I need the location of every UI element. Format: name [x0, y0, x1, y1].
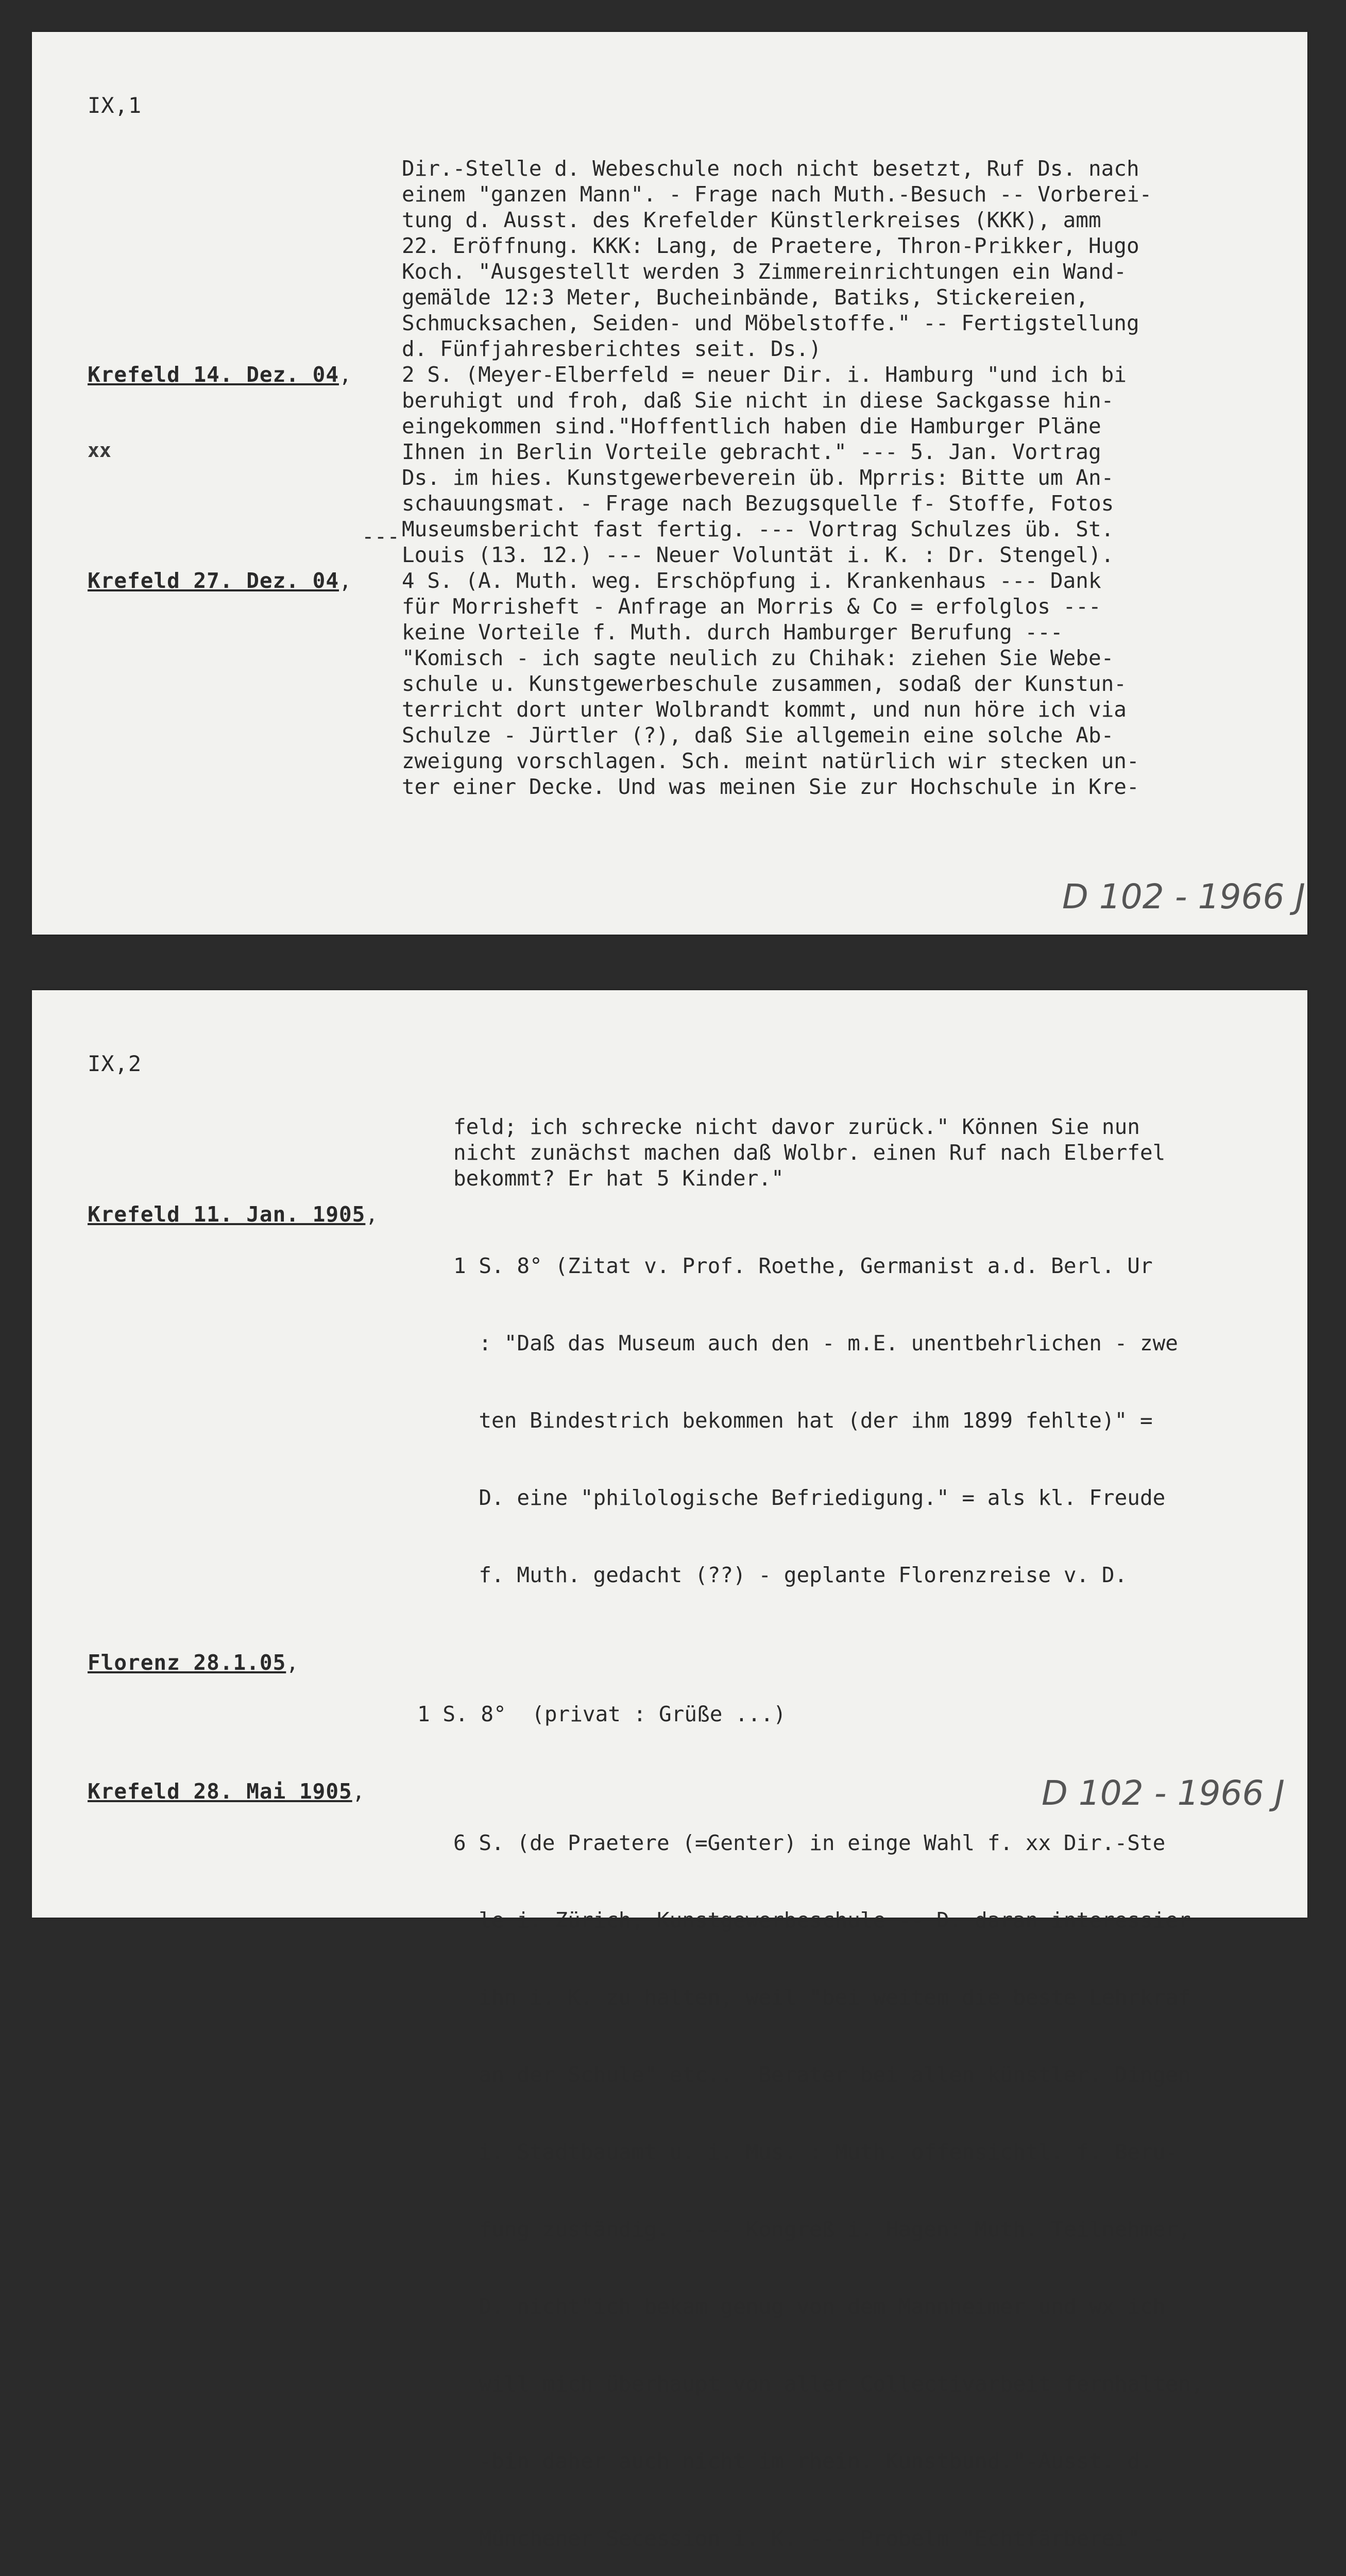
- letter-entry: Krefeld 28. Mai 1905, 6 S. (de Praetere (=Genter) in einge Wahl f. xx Dir.-Ste le i. Zürich, Kunstgewerbeschule -- D. daran interessier ihn i. K. zu halten, weil "bei weitem die beste Lehrkraf an der Schule" etc.. Berater bei allen künstler. Dingen i. Stadtbauamt u. i. Mus. : Muth. offensichtl. f. Beru- fung zuständig. ---- Kongreß i. Hagen: Muth. Teilnehmer, D. nicht"ich bekam genug von dem Mannheimer und wx ich will mich überhaupt von aller Collectivarbeit fernhalten, -bin daher auch nicht im rhein. Kunstbund."-Ausst. d. Münchener Secession i. K. --- Probelm "Echtfärberei" -: [88, 1778, 1297, 2576]
- entry-date: Krefeld 11. Jan. 1905: [88, 1202, 366, 1227]
- text-line: ten Bindestrich bekommen hat (der ihm 1899 fehlte)" =: [453, 1408, 1153, 1433]
- text-line: 6 S. (de Praetere (=Genter) in einge Wahl f. xx Dir.-Ste: [453, 1831, 1166, 1855]
- text-line: -bin daher auch nicht im rhein. Kunstbund."-Ausst. d.: [453, 2449, 1153, 2473]
- text-line: Schmucksachen, Seiden- und Möbelstoffe." -- Fertigstellung: [402, 311, 1139, 335]
- card-2-text: [88, 1114, 1297, 2576]
- text-line: einem "ganzen Mann". - Frage nach Muth.-Besuch -- Vorberei-: [402, 182, 1152, 207]
- archive-signature: D 102 - 1966 J: [1062, 877, 1305, 917]
- text-line: Ihnen in Berlin Vorteile gebracht." --- 5. Jan. Vortrag: [402, 439, 1101, 464]
- text-line: "Komisch - ich sagte neulich zu Chihak: ziehen Sie Webe-: [402, 646, 1114, 670]
- text-line: nicht zunächst machen daß Wolbr. einen Ruf nach Elberfel: [453, 1140, 1166, 1165]
- index-card-1: [32, 32, 1307, 935]
- letter-entry: Krefeld 11. Jan. 1905, 1 S. 8° (Zitat v. Prof. Roethe, Germanist a.d. Berl. Ur : "Daß das Museum auch den - m.E. unentbehrlichen - zwe ten Bindestrich bekommen hat (der ihm 1899 fehlte)" = D. eine "philologische Befriedigung." = als kl. Freude f. Muth. gedacht (??) - geplante Florenzreise v. D.: [88, 1201, 1297, 1639]
- text-line: schauungsmat. - Frage nach Bezugsquelle f- Stoffe, Fotos: [402, 491, 1114, 516]
- text-line: Dir.-Stelle d. Webeschule noch nicht besetzt, Ruf Ds. nach: [402, 156, 1139, 181]
- text-line: tung d. Ausst. des Krefelder Künstlerkreises (KKK), amm: [402, 208, 1101, 232]
- margin-dashes: ---: [362, 524, 400, 549]
- entry-date: Krefeld 14. Dez. 04: [88, 362, 339, 387]
- text-line: will mich überhaupt von aller Collectivarbeit fernhalten,: [453, 2371, 1204, 2396]
- text-line: Münchener Secession i. K. --- Probelm "Echtfärberei" -: [453, 2526, 1166, 2551]
- text-line: Louis (13. 12.) --- Neuer Voluntät i. K. : Dr. Stengel).: [402, 543, 1114, 567]
- text-line: zweigung vorschlagen. Sch. meint natürlich wir stecken un-: [402, 749, 1139, 773]
- text-line: Schulze - Jürtler (?), daß Sie allgemein eine solche Ab-: [402, 723, 1114, 748]
- text-line: bekommt? Er hat 5 Kinder.": [453, 1166, 784, 1191]
- text-line: D. nicht"ich bekam genug von dem Mannheimer und wx ich: [453, 2294, 1166, 2319]
- preamble: [88, 156, 1297, 336]
- text-line: 4 S. (A. Muth. weg. Erschöpfung i. Krankenhaus --- Dank: [402, 568, 1101, 593]
- archive-signature: D 102 - 1966 J: [1042, 1773, 1285, 1813]
- text-line: eingekommen sind."Hoffentlich haben die Hamburger Pläne: [402, 414, 1101, 438]
- text-line: Koch. "Ausgestellt werden 3 Zimmereinrichtungen ein Wand-: [402, 259, 1127, 284]
- text-line: 22. Eröffnung. KKK: Lang, de Praetere, Thron-Prikker, Hugo: [402, 233, 1139, 258]
- text-line: an der Schule" etc.. Berater bei allen künstler. Dingen: [453, 2062, 1191, 2087]
- text-line: feld; ich schrecke nicht davor zurück." Können Sie nun: [453, 1114, 1140, 1139]
- text-line: ihn i. K. zu halten, weil "bei weitem die beste Lehrkraf: [453, 1985, 1191, 2010]
- text-line: schule u. Kunstgewerbeschule zusammen, sodaß der Kunstun-: [402, 671, 1127, 696]
- text-line: D. eine "philologische Befriedigung." = als kl. Freude: [453, 1485, 1166, 1510]
- letter-entry: Krefeld 27. Dez. 04, 4 S. (A. Muth. weg. Erschöpfung i. Krankenhaus --- Dank für Morrisheft - Anfrage an Morris & Co = erfolglos --- keine Vorteile f. Muth. durch Hamburger Berufung --- "Komisch - ich sagte neulich zu Chihak: ziehen Sie Webe- schule u. Kunstgewerbeschule zusammen, sodaß der Kunstun- terricht dort unter Wolbrandt kommt, und nun höre ich via Schulze - Jürtler (?), daß Sie allgemein eine solche Ab- zweigung vorschlagen. Sch. meint natürlich wir stecken un- ter einer Decke. Und was meinen Sie zur Hochschule in Kre-: [88, 568, 1297, 800]
- text-line: 2 S. (Meyer-Elberfeld = neuer Dir. i. Hamburg "und ich bi: [402, 362, 1127, 387]
- card-1-text: [88, 156, 1297, 800]
- text-line: i. Stadtbauamt u. i. Mus. : Muth. offensichtl. f. Beru-: [453, 2140, 1178, 2164]
- text-line: Ds. im hies. Kunstgewerbeverein üb. Mprris: Bitte um An-: [402, 465, 1114, 490]
- entry-date: Krefeld 28. Mai 1905: [88, 1779, 352, 1804]
- text-line: gemälde 12:3 Meter, Bucheinbände, Batiks, Stickereien,: [402, 285, 1088, 310]
- text-line: terricht dort unter Wolbrandt kommt, und nun höre ich via: [402, 697, 1127, 722]
- text-line: 1 S. 8° (Zitat v. Prof. Roethe, Germanist a.d. Berl. Ur: [453, 1253, 1153, 1278]
- text-line: 1 S. 8° (privat : Grüße ...): [417, 1702, 786, 1726]
- entry-date: Florenz 28.1.05: [88, 1650, 286, 1675]
- text-line: : "Daß das Museum auch den - m.E. unentbehrlichen - zwe: [453, 1331, 1178, 1355]
- text-line: f. Muth. gedacht (??) - geplante Florenzreise v. D.: [453, 1563, 1128, 1587]
- text-line: ter einer Decke. Und was meinen Sie zur Hochschule in Kre-: [402, 774, 1139, 799]
- letter-entry: [88, 336, 1297, 362]
- letter-entry: Krefeld 14. Dez. 04, 2 S. (Meyer-Elberfeld = neuer Dir. i. Hamburg "und ich bi beruhigt und froh, daß Sie nicht in diese Sackgasse hin- eingekommen sind."Hoffentlich haben die Hamburger Pläne Ihnen in Berlin Vorteile gebracht." --- 5. Jan. Vortrag Ds. im hies. Kunstgewerbeverein üb. Mprris: Bitte um An- schauungsmat. - Frage nach Bezugsquelle f- Stoffe, Fotos Museumsbericht fast fertig. --- Vortrag Schulzes üb. St. Louis (13. 12.) --- Neuer Voluntät i. K. : Dr. Stengel).: [88, 362, 1297, 568]
- card-id: IX,2: [88, 1051, 142, 1076]
- card-id: IX,1: [88, 93, 142, 118]
- text-line: beruhigt und froh, daß Sie nicht in diese Sackgasse hin-: [402, 388, 1114, 413]
- text-line: für Morrisheft - Anfrage an Morris & Co = erfolglos ---: [402, 594, 1101, 619]
- text-line: le i. Zürich, Kunstgewerbeschule -- D. daran interessier: [453, 1908, 1191, 1933]
- margin-mark: xx: [88, 439, 111, 462]
- index-card-2: [32, 990, 1307, 2551]
- preamble: [88, 1114, 1297, 1191]
- text-line: Museumsbericht fast fertig. --- Vortrag Schulzes üb. St.: [402, 517, 1114, 541]
- text-line: keine Vorteile f. Muth. durch Hamburger Berufung ---: [402, 620, 1063, 645]
- text-line: fung zuständig. ---- Kongreß i. Hagen: Muth. Teilnehmer,: [453, 2217, 1191, 2242]
- letter-entry: Florenz 28.1.05, 1 S. 8° (privat : Grüße ...): [88, 1650, 1297, 1778]
- entry-date: Krefeld 27. Dez. 04: [88, 568, 339, 593]
- text-line: d. Fünfjahresberichtes seit. Ds.): [402, 336, 822, 361]
